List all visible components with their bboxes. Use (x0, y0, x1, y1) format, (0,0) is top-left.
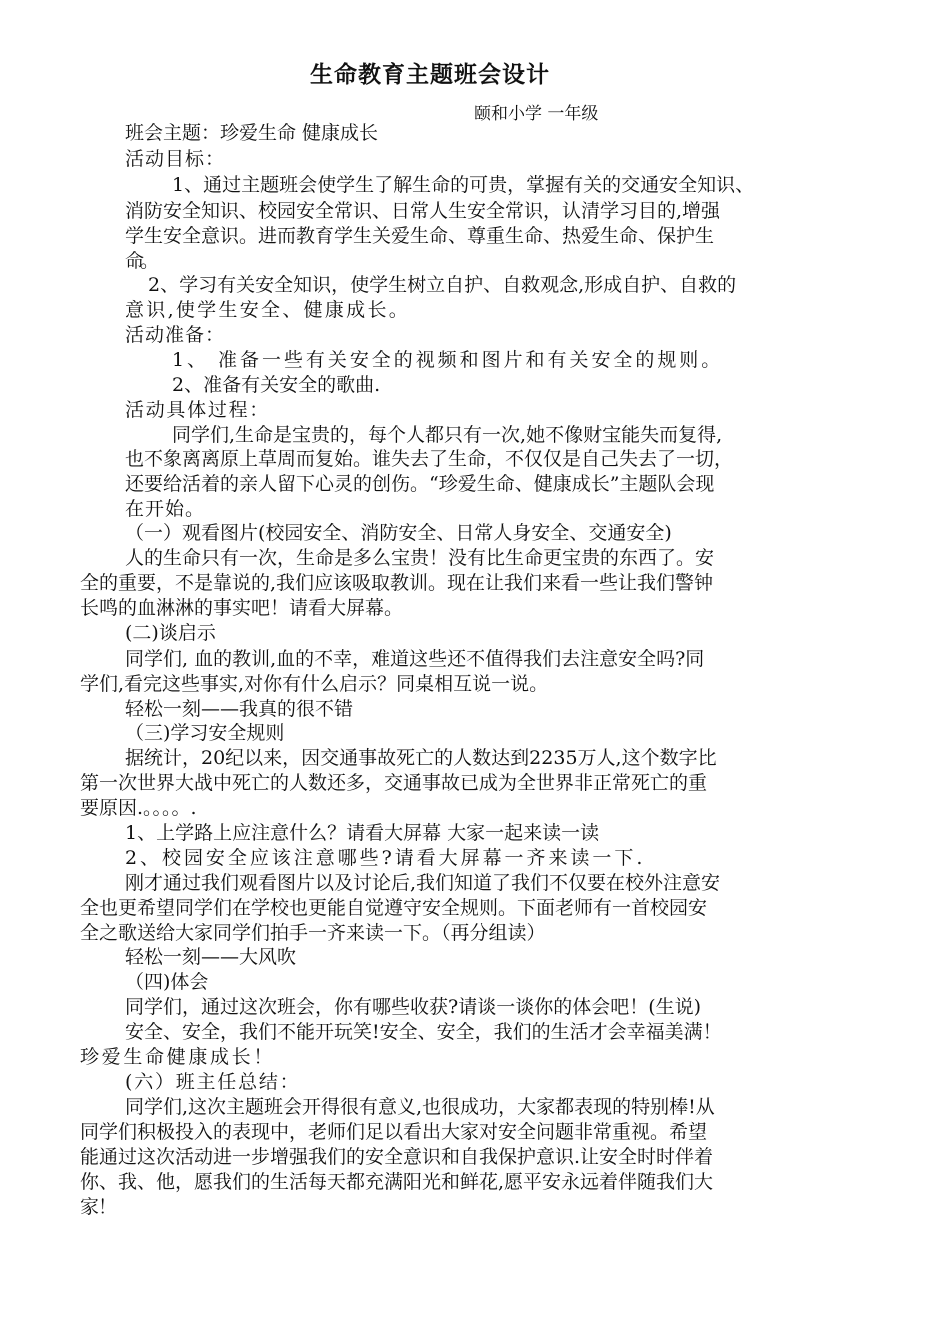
text-line: 班会主题：珍爱生命 健康成长 (125, 122, 379, 144)
text-line: 珍爱生命健康成长！ (80, 1046, 276, 1068)
text-line: 全也更希望同学们在学校也更能自觉遵守安全规则。下面老师有一首校园安 (80, 897, 708, 919)
text-line: 同学们，通过这次班会，你有哪些收获?请谈一谈你的体会吧！(生说) (125, 996, 702, 1018)
text-line: 在开始。 (125, 498, 206, 520)
text-line: 消防安全知识、校园安全常识、日常人生安全常识，认清学习目的,增强 (125, 200, 721, 222)
text-line: 2、准备有关安全的歌曲. (172, 374, 381, 396)
text-line: 据统计，20纪以来，因交通事故死亡的人数达到2235万人,这个数字比 (125, 747, 717, 769)
text-line: 2、校园安全应该注意哪些?请看大屏幕一齐来读一下. (125, 847, 646, 869)
text-line: 1、通过主题班会使学生了解生命的可贵，掌握有关的交通安全知识、 (172, 174, 755, 196)
section-heading: （一）观看图片(校园安全、消防安全、日常人身安全、交通安全) (125, 522, 672, 544)
text-line: 活动准备： (125, 324, 226, 346)
text-line: 1、上学路上应注意什么？请看大屏幕 大家一起来读一读 (125, 822, 600, 844)
text-line: 第一次世界大战中死亡的人数还多，交通事故已成为全世界非正常死亡的重 (80, 772, 708, 794)
text-line: 2、学习有关安全知识，使学生树立自护、自救观念,形成自护、自救的 (148, 274, 737, 296)
text-line: 要原因.。。。。. (80, 797, 197, 819)
text-line: 命。 (125, 250, 156, 272)
text-line: 同学们,这次主题班会开得很有意义,也很成功，大家都表现的特别棒!从 (125, 1096, 715, 1118)
text-line: 同学们,生命是宝贵的，每个人都只有一次,她不像财宝能失而复得, (172, 424, 723, 446)
text-line: 人的生命只有一次，生命是多么宝贵！没有比生命更宝贵的东西了。安 (125, 547, 715, 569)
text-line: 你、我、他，愿我们的生活每天都充满阳光和鲜花,愿平安永远着伴随我们大 (80, 1171, 714, 1193)
text-line: 家！ (80, 1196, 117, 1218)
text-line: 学生安全意识。进而教育学生关爱生命、尊重生命、热爱生命、保护生 (125, 225, 715, 247)
document-title: 生命教育主题班会设计 (310, 61, 550, 88)
text-line: 能通过这次活动进一步增强我们的安全意识和自我保护意识.让安全时时伴着 (80, 1146, 714, 1168)
text-line: 活动具体过程： (125, 399, 271, 421)
text-line: 1、 准备一些有关安全的视频和图片和有关安全的规则。 (172, 349, 724, 371)
text-line: 轻松一刻——大风吹 (125, 946, 297, 968)
text-line: 学们,看完这些事实,对你有什么启示？同桌相互说一说。 (80, 673, 549, 695)
section-heading: （三)学习安全规则 (125, 722, 285, 744)
section-heading: (六）班主任总结： (125, 1071, 301, 1093)
school-grade: 颐和小学 一年级 (474, 104, 599, 124)
text-line: 全之歌送给大家同学们拍手一齐来读一下。（再分组读） (80, 922, 546, 944)
text-line: 同学们, 血的教训,血的不幸，难道这些还不值得我们去注意安全吗?同 (125, 648, 705, 670)
text-line: 刚才通过我们观看图片以及讨论后,我们知道了我们不仅要在校外注意安 (125, 872, 721, 894)
text-line: 全的重要，不是靠说的,我们应该吸取教训。现在让我们来看一些让我们警钟 (80, 572, 714, 594)
text-line: 意识,使学生安全、健康成长。 (125, 299, 411, 321)
text-line: 还要给活着的亲人留下心灵的创伤。“珍爱生命、健康成长”主题队会现 (125, 473, 715, 495)
text-line: 活动目标： (125, 148, 226, 170)
text-line: 同学们积极投入的表现中，老师们足以看出大家对安全问题非常重视。希望 (80, 1121, 708, 1143)
text-line: 安全、安全，我们不能开玩笑!安全、安全，我们的生活才会幸福美满！ (125, 1021, 722, 1043)
text-line: 长鸣的血淋淋的事实吧！请看大屏幕。 (80, 597, 404, 619)
section-heading: (二)谈启示 (125, 622, 216, 644)
text-line: 也不象离离原上草周而复始。谁失去了生命，不仅仅是自己失去了一切， (125, 448, 734, 470)
text-line: 轻松一刻——我真的很不错 (125, 698, 354, 720)
section-heading: （四)体会 (125, 971, 209, 993)
